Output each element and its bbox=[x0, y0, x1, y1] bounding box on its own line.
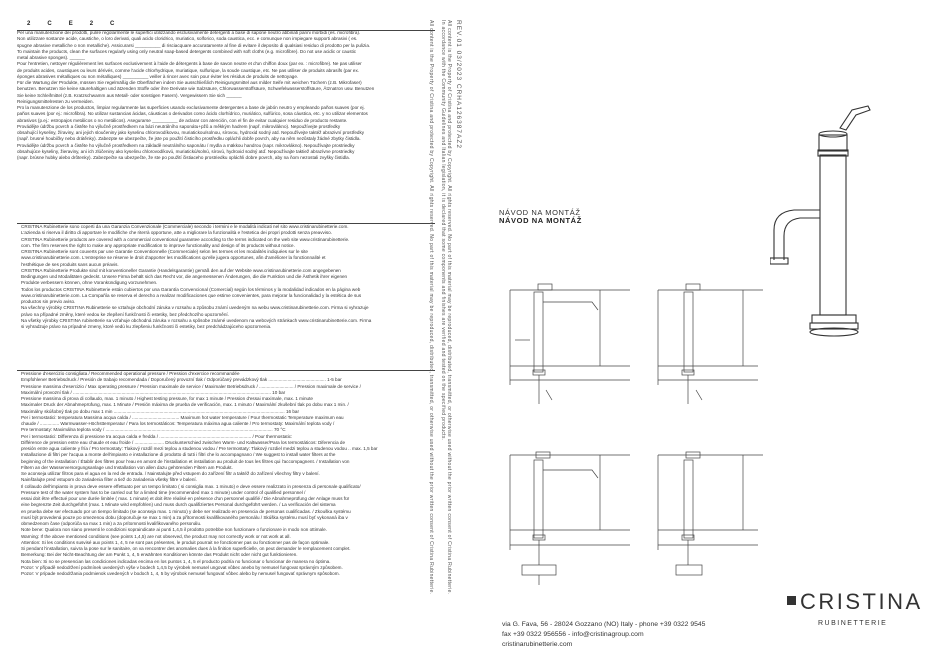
instructions-title-bold: NÁVOD NA MONTÁŽ bbox=[499, 216, 582, 225]
pressure-text-line: Attention: Si les conditions susvisé aux points 1, 4, 5 ne sont pas présentes, le produit pourrait ne fonctionner pas ou fonctionner pas de façon optimale. bbox=[21, 539, 330, 545]
pressure-text-line: chaude / ............... Warmwasser-Höchsttemperatur / Para los termostáticos: Temperatura máxima agua caliente / Pro termostaty: Maximální teplota vody / bbox=[21, 421, 335, 426]
care-text-line: Non utilizzare sostanze acide, caustiche, o loro derivati, quali acido cloridrico, muriatico, solforico, soda caustica, ecc. e comunque non impiegare supporti abrasivi ( es. bbox=[17, 36, 358, 42]
warranty-text-line: www.cristinarubinetterie.com. L'entreprise se réserve le droit d'apporter les modifications qu'elle jugera opportunes, afin d'améliorer la fonctionnalité et bbox=[21, 255, 326, 261]
warranty-text-line: com. The firm reserves the right to make any appropriate modification to improve functionality and design of its products without notice. bbox=[21, 242, 295, 248]
brand-subtitle: RUBINETTERIE bbox=[818, 620, 888, 627]
pressure-text-line: musí být provedená pouze po omezenou dobu (doporučuje se max 1 min) a za přítomnosti kvalifikovaného personálu / Skúška systému musí byť vykonaná iba v bbox=[21, 514, 348, 520]
pressure-text-line: Note bene: Qualora non siano presenti le condizioni sopraindicate ai punti 1,4,5 il prodotto potrebbe non funzionare o funzionare in modo non ottimale. bbox=[21, 527, 327, 533]
warranty-text-line: CRISTINA Rubinetterie products are covered with a commercial conventional guarantee according to the terms indicated on the web site www.cristinarubinetterie. bbox=[21, 236, 350, 242]
care-text-line: éponges abrasives métalliques ou non métalliques) __________ veiller à rincer avec soin pour éviter les résidus de produits de nettoyage. bbox=[17, 73, 299, 79]
pressure-text-line: Pressure test of the water system has to be carried out for a limited time (recommended max 1 minute) under control of qualified personnel / bbox=[21, 489, 306, 495]
faucet-illustration bbox=[770, 90, 900, 400]
warranty-section bbox=[17, 223, 435, 359]
pressure-text-line: essai doit être effectué pour une durée limitée ( max. 1 minute) et doit être réalisé en présence d'un personnel qualifié / Die Abnahmeprüfung der Anlage muss für bbox=[21, 496, 350, 501]
company-address bbox=[502, 620, 705, 650]
care-text-line: To maintain the products, clean the surfaces regularly using only neutral soap-based detergents combined with soft cloths (e.g. microfibre). Do not use acidic or caustic bbox=[17, 48, 357, 54]
care-text-line: obsahujúce kyseliny, žieraviny, ani ich zlúčeniny ako kyselinu chlorovodíkovú, muriatickú/solnú, sírovú, hydroxid sodný atď. Nepoužívajte taktiež abrazívne prostriedky bbox=[17, 148, 355, 154]
technical-drawing-top-left bbox=[500, 270, 640, 420]
legal-notice-2: In accordance with the Community Guidelines and Italian legislation, it is declared that some components and finishes are verified and tested on the specified products. bbox=[440, 20, 446, 441]
pressure-text-line: Pressione d'esercizio consigliata / Recommended operational pressure / Pression d'exercice recommandée bbox=[21, 371, 240, 376]
pressure-text-line: eine begrenzte Zeit durchgeführt (max. 1 Minute wird empfohlen) und muss durch qualifiziertes Personal durchgeführt werden. / La verificación del sistema bbox=[21, 502, 336, 508]
warranty-text-line: productos sin previo aviso. bbox=[21, 299, 76, 304]
header-marker: E bbox=[68, 21, 74, 27]
care-text-line: obsahující kyseliny, žíraviny, ani jejich sloučeniny jako kyselinu chlorovodíkovou, muriatickou/solnou, sírovou, hydroxid sodný atd. Nepoužívejte taktéž abrazivní prostředky bbox=[17, 130, 365, 135]
pressure-text-line: Pozor: V případě nedodržení podmínek uvedených výše v bodech 1,4,5 by výrobek nemusel ungovat vůbec anebo by nemusel fungovat správným způsobem. bbox=[21, 564, 343, 570]
care-text-line: (např. brusné houbičky nebo drátěnky). Zabezpte se ubezpečte, že jste po použití čisticího prostředku opláchli dobře povrch, aby na něm nezůstaly žádné zbytky čistidla. bbox=[17, 136, 361, 142]
technical-drawing-bottom-right bbox=[648, 440, 768, 590]
warranty-text-line: si vyhradzuje právo na prípadné zmeny, ktoré vedú ku zlepšeniu funkčnosti či estetiky, bez predchádzajúceho upozornenia. bbox=[21, 324, 272, 329]
pressure-text-line: Empfohlener Betriebsdruck / Presión de trabajo recomendada / Doporučený provozní tlak / Odporúčaný prevádzkový tlak ............................................. 1-5 bar bbox=[21, 377, 342, 383]
warranty-text-line: Na všetky výrobky CRISTINA rubinetterie sa vzťahuje obchodná záruka v rozsahu a spôsobe známé uvedenom na webových stránkach www.cristinarubinetterie.com. Firma bbox=[21, 317, 372, 323]
brand-name: CRISTINA bbox=[800, 589, 923, 614]
pressure-text-line: presión entre agua caliente y fría / Pro termostaty: Tlakový rozdíl mezi teplou a studenou vodou / Pre termostaty: Tlakový rozdiel medzi teplou a studenou vodou .. max. 1,5 bar bbox=[21, 446, 378, 451]
fax-line: fax +39 0322 956556 - info@cristinagroup.com bbox=[502, 631, 644, 638]
warranty-text-line: Bedingungen und Modalitäten gedeckt. Unsere Firma behält sich das Recht vor, die angemessenen Änderungen, die die Funktion und die Ästhetik ihrer eigenen bbox=[21, 274, 348, 279]
header-marker: C bbox=[47, 21, 53, 27]
care-text-line: de produits acides, caustiques ou leurs dérivés, comme l'acide chlorhydrique, muriatique, sulfurique, la soude caustique, etc. Ne pas utiliser de produits abrasifs (par ex. bbox=[17, 67, 360, 73]
logo-square-icon bbox=[787, 596, 796, 605]
care-text-line: Pro la manutenzione de los productos, limpiar regularmente las superficies usando exclusivamente detergentes a base de jabón neutro y empleando paños suaves (por ej. bbox=[17, 105, 365, 110]
warranty-text-line: CRISTINA Rubinetterie sont couverts par une Garantie Conventionnelle (Commerciale) selon les termes et les modalités indiquées sur le site bbox=[21, 249, 308, 254]
pressure-text-line: Pressione massima di prova di collaudo, max. 1 minuto / Highest testing pressure, for max 1 minute / Pression d'essai maximale, max. 1 minute bbox=[21, 396, 313, 401]
warranty-text-line: L'azienda si riserva il diritto di apportare le modifiche che riterrà opportune, atte a migliorare la funzionalità e l'estetica dei propri prodotti senza preavviso. bbox=[21, 230, 332, 236]
care-section bbox=[17, 30, 435, 220]
care-text-line: Provádějte údržbu povrch a čistěte ho výlučně prostředkem na základě neutrálního saponátu / mydla a mäkkou handrou (napr. mikrovlákno). Nepoužívajte prostriedky bbox=[17, 142, 355, 148]
pressure-section bbox=[17, 370, 435, 667]
pressure-text-line: Filtern an der Wasserversorgungsanlage und Installation von allen dazu gehörenden Filtern am Produkt. bbox=[21, 464, 233, 470]
pressure-text-line: Se aconseja utilizar filtros para el agua en la red de entrada. / Nainstalujte před vstupem do zařízení filtr a taktéž do zařízení všechny filtry v balení. bbox=[21, 471, 320, 476]
care-text-line: (napr. brúsne hubky alebo drôtenky). Zabezpečte sa ubezpečte, že ste po použití čistiaceho prostriedku opláchli dobre povrch, aby na ňom nezostali zvyšky čistidla. bbox=[17, 155, 350, 160]
pressure-text-line: Maximální provozní tlak / ........................................................................................................................................................... 10 bar bbox=[21, 389, 286, 395]
care-text-line: abrasivos (p.ej.: estropajos metálicos o no metálicos). Asegurarse __________ de aclarar con atención, con el fin de evitar cualquier residuo de producto restante. bbox=[17, 117, 348, 123]
care-text-line: Reinigungsmittelresten zu vermeiden. bbox=[17, 98, 94, 104]
pressure-text-line: Pre termostaty: Maximálna teplota vody / ................................................................................................................................... 70 °C bbox=[21, 427, 286, 433]
pressure-text-line: Per i termostatici: temperatura Massima acqua calda / ..................................... Maximum hot water temperature / Pour thermostatic Temperature maximum eau bbox=[21, 414, 344, 420]
warranty-text-line: l'esthétique de ses produits sans aucun préavis. bbox=[21, 261, 119, 267]
pressure-text-line: Maximaler Druck der Abnahmeprüfung, max. 1 Minute / Presión máxima de prueba de verificación, max. 1 minuto / Maximální zkušební tlak po dobu max 1 min. / bbox=[21, 402, 349, 408]
pressure-text-line: obmedzenom čase (odporúča sa max 1 min) a za prítomnosti kvalifikovaného personálu. bbox=[21, 521, 202, 526]
warranty-text-line: právo na případné změny, které vedou ke zlepšení funkčnosti či estetiky, bez předchozího upozornění. bbox=[21, 311, 229, 317]
pressure-text-line: Nainštalujte pred vstupom do zariadenia filter a tiež do zariadenia všetky filtre v balení. bbox=[21, 477, 197, 483]
care-text-line: metal abrasive sponges). ______ bbox=[17, 55, 85, 60]
care-text-line: spugne abrasive metalliche o non metalliche). Assicurarsi __________ di risciacquare accuratamente al fine di evitare il deposito di qualsiasi residuo di prodotto per la pulizia. bbox=[17, 42, 371, 48]
address-line: via G. Fava, 56 - 28024 Gozzano (NO) Italy - phone +39 0322 9545 bbox=[502, 621, 706, 628]
legal-notice: All content is the Property of Cristina and protected by Copyright. All rights reserved. No part of this material may be reproduced, distributed, transmitted, or otherwise used without the prior written consent of Cristina Rubinetterie. bbox=[446, 20, 452, 595]
care-text-line: Für die Wartung der Produkte, müssen Sie regelmäßig die Oberflächen indem Sie ausschließlich Reinigungsmittel aus milder Seife mit weichen Tüchern (z.B. Mikrofaser) bbox=[17, 80, 362, 85]
instructions-title: NÁVOD NA MONTÁŽ bbox=[499, 208, 581, 217]
legal-notice-3: All content is the Property of Cristina and protected by Copyright. All rights reserved. No part of this material may be reproduced, distributed, transmitted, or otherwise used without the prior written consent of Cristina Rubinetterie. bbox=[428, 20, 434, 595]
technical-drawing-bottom-left bbox=[500, 440, 640, 590]
pressure-text-line: en prueba debe ser efectuado por un tiempo limitado (se aconseja max. 1 minuto) y debe ser realizado en presencia de personas cualificadas. / Zkouška systému bbox=[21, 508, 351, 514]
care-text-line: Pour l'entretien, nettoyer régulièrement les surfaces exclusivement à l'aide de détergents à base de savon neutre et d'un chiffon doux (par ex. : microfibre). Ne pas utiliser bbox=[17, 61, 362, 67]
header-marker: 2 bbox=[89, 21, 95, 27]
warranty-text-line: Produkte verbessern können, ohne Vorankündigung vorzunehmen. bbox=[21, 280, 158, 286]
pressure-text-line: beginning of the installation / Établir des filtres pour l'eau en amont de l'installation et installation au produit de tous les filtres qui l'accompagnent. / Installation von bbox=[21, 458, 350, 464]
pressure-text-line: Différence de pression entre eau chaude et eau froide / ....................... Druckunterschied zwischen Warm- und Kaltwasser/Para los termostáticos: Diferencia de bbox=[21, 439, 346, 445]
pressure-text-line: Per i termostatici: Differenza di pressione tra acqua calda e fredda / ........................................................................ / Pour thermostatic: bbox=[21, 433, 293, 439]
pressure-text-line: Bemerkung: Bei der Nicht-Beachtung der am Punkt 1, 4, 5 erwähnten Konditionen könnte das Produkt nicht oder nicht gut funktionieren. bbox=[21, 552, 298, 558]
pressure-text-line: Pressione massima d'esercizio / Max operating pressure / Pression maximale de service / Maximaler Betriebsdruck / ........................... / Pression maximale de service / bbox=[21, 383, 361, 389]
pressure-text-line: Warning: If the above mentioned conditions (see points 1,4,5) are not observed, the product may not correctly work or not work at all. bbox=[21, 533, 291, 539]
pressure-text-line: Maximálny skúšobný tlak po dobu max 1 min ...................................................................................................................................... 16 bar bbox=[21, 408, 300, 414]
pressure-text-line: Pozor: V prípade nedodržania podmienok uvedených v bodoch 1, 4, 5 by výrobok nemusel fungovať vôbec alebo by nemusel fungovať správnym spôsobom. bbox=[21, 571, 340, 576]
care-text-line: Sie keine Schleifmittel (z.B. Kratzschwamm aus Metall- oder sonstigen Fasern). Vergewissern Sie sich ______ bbox=[17, 92, 242, 98]
header-marker: 2 bbox=[27, 21, 32, 27]
pressure-text-line: Installazione di filtri per l'acqua a monte dell'impianto e installazione di prodotto di tutti i filtri che lo accompagnano / We suggest to install water filters at the bbox=[21, 452, 336, 458]
website-line: cristinarubinetterie.com bbox=[502, 641, 573, 648]
care-text-line: paños suaves (por ej.: microfibra). No utilizar sustancias ácidas, cáusticas o derivados como ácido clorhídrico, muriático, sulfúrico, sosa cáustica, etc. y no utilizar elementos bbox=[17, 111, 368, 117]
brand-logo bbox=[800, 589, 923, 615]
pressure-text-line: Nota bien: Si no se presencian las condiciones indicadas encima en los puntos 1, 4, 5 el producto podría no funcionar o funcionar de manera no óptima. bbox=[21, 558, 331, 564]
warranty-text-line: www.cristinarubinetterie.com. La Compañía se reserva el derecho a realizar modificaciones que estime convenientes, para mejorar la funcionalidad y la estética de sus bbox=[21, 292, 362, 298]
warranty-text-line: Na všechny výrobky CRISTINA Rubinetterie se vztahuje obchodní záruka v rozsahu a způsobu známí uvedeným na webu www.cristinarubinetterie.com. Firma si vyhrazuje bbox=[21, 305, 369, 311]
care-text-line: benutzen. Benutzen Sie keine säurehaltigen und ätzenden Stoffe oder ihre Derivate wie Salzsäure, Chlorwasserstoffsäure, Schwefelwasserstoffsäure, Ätznatron usw. Benutzen bbox=[17, 86, 375, 92]
technical-drawing-top-right bbox=[648, 270, 768, 420]
warranty-text-line: Todos los productos CRISTINA Rubinetterie están cubiertos por una Garantía Convencional (Comercial) según los términos y la modalidad indicados en la página web bbox=[21, 286, 361, 292]
warranty-text-line: CRISTINA Rubinetterie sono coperti da una Garanzia Convenzionale (Commerciale) secondo i termini e le modalità indicati nel sito www.cristinarubinetterie.com. bbox=[21, 224, 349, 229]
care-text-line: Per una manutenzione dei prodotti, pulire regolarmente le superfici utilizzando esclusivamente detergenti a base di sapone neutro abbinati panni morbidi (es. microfibra). bbox=[17, 30, 361, 35]
header-marker: C bbox=[110, 21, 116, 27]
warranty-text-line: CRISTINA Rubinetterie Produkte sind mit konventioneller Garantie (Handelsgarantie) gemäß den auf der Website www.cristinarubinetterie.com angegebenen bbox=[21, 267, 341, 273]
revision-code: REV.01 03/2023 CRHA126387AZ2 bbox=[455, 20, 462, 149]
pressure-text-line: Il collaudo dell'impianto in prova deve essere effettuato per un tempo limitato ( si consiglia max. 1 minuto) e deve essere realizzato in presenza di personale qualificato/ bbox=[21, 483, 361, 489]
pressure-text-line: Si pendant l'installation, suivra la pose sur le sanitaire, on va rencontrer des anomalies dues à la finition superficielle, on peut demander le remplacement complet. bbox=[21, 546, 351, 551]
care-text-line: Provádějte údržbu povrch a čistěte ho výlučně prostředkem na bázi neutrálního saponátu+pžů a měkkým hadrem (např. mikrovlákno). Nepoužívejte prostředky bbox=[17, 123, 341, 129]
